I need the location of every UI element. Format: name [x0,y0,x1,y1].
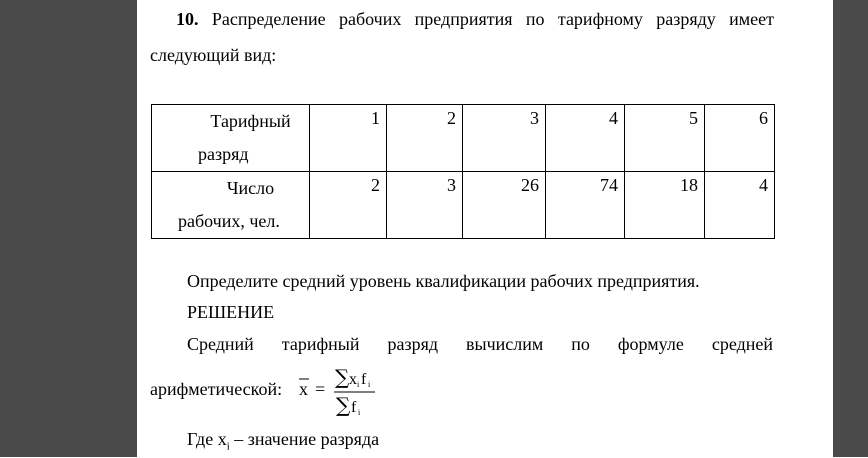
table-cell: 1 [310,105,387,172]
table-cell: 3 [463,105,546,172]
table-cell: 2 [310,172,387,239]
document-page [137,0,833,457]
solution-heading: РЕШЕНИЕ [187,302,275,322]
table-header-grade: Тарифный разряд [152,105,310,172]
formula-sub: i [368,380,371,389]
formula-lhs: x [299,379,308,399]
question-text: Определите средний уровень квалификации рабочих предприятия. [187,271,700,291]
table-cell: 3 [387,172,463,239]
table-header-workers: Число рабочих, чел. [152,172,310,239]
table-cell: 74 [546,172,625,239]
right-dark-margin [833,0,868,457]
formula-equals: = [315,379,326,399]
formula-num-x: x [349,371,357,388]
problem-text-line1: Распределение рабочих предприятия по тарифному разряду имеет [211,9,775,29]
table-cell: 6 [705,105,775,172]
formula-den-f: f [351,399,357,416]
table-cell: 18 [625,172,705,239]
table-cell: 5 [625,105,705,172]
where-line: Где $x_i$ – значение разряда [187,429,380,453]
left-dark-margin [0,0,137,457]
table-cell: 26 [463,172,546,239]
problem-text-line2: следующий вид: [150,45,277,65]
formula-num-f: f [361,371,367,388]
distribution-table [151,104,775,239]
formula-sub: i [358,408,361,417]
sum-sign: ∑ [336,393,351,417]
table-row-grade [152,105,775,172]
problem-number: 10. [176,9,199,29]
table-cell: 2 [387,105,463,172]
mean-formula [297,362,407,422]
table-cell: 4 [705,172,775,239]
table-cell: 4 [546,105,625,172]
sum-sign: ∑ [335,365,350,389]
solution-text-line1: Средний тарифный разряд вычислим по формуле средней [187,334,773,354]
table-row-workers [152,172,775,239]
problem-statement [176,8,774,30]
formula-sub: i [357,380,360,389]
solution-text-line2: арифметической: [150,379,283,399]
